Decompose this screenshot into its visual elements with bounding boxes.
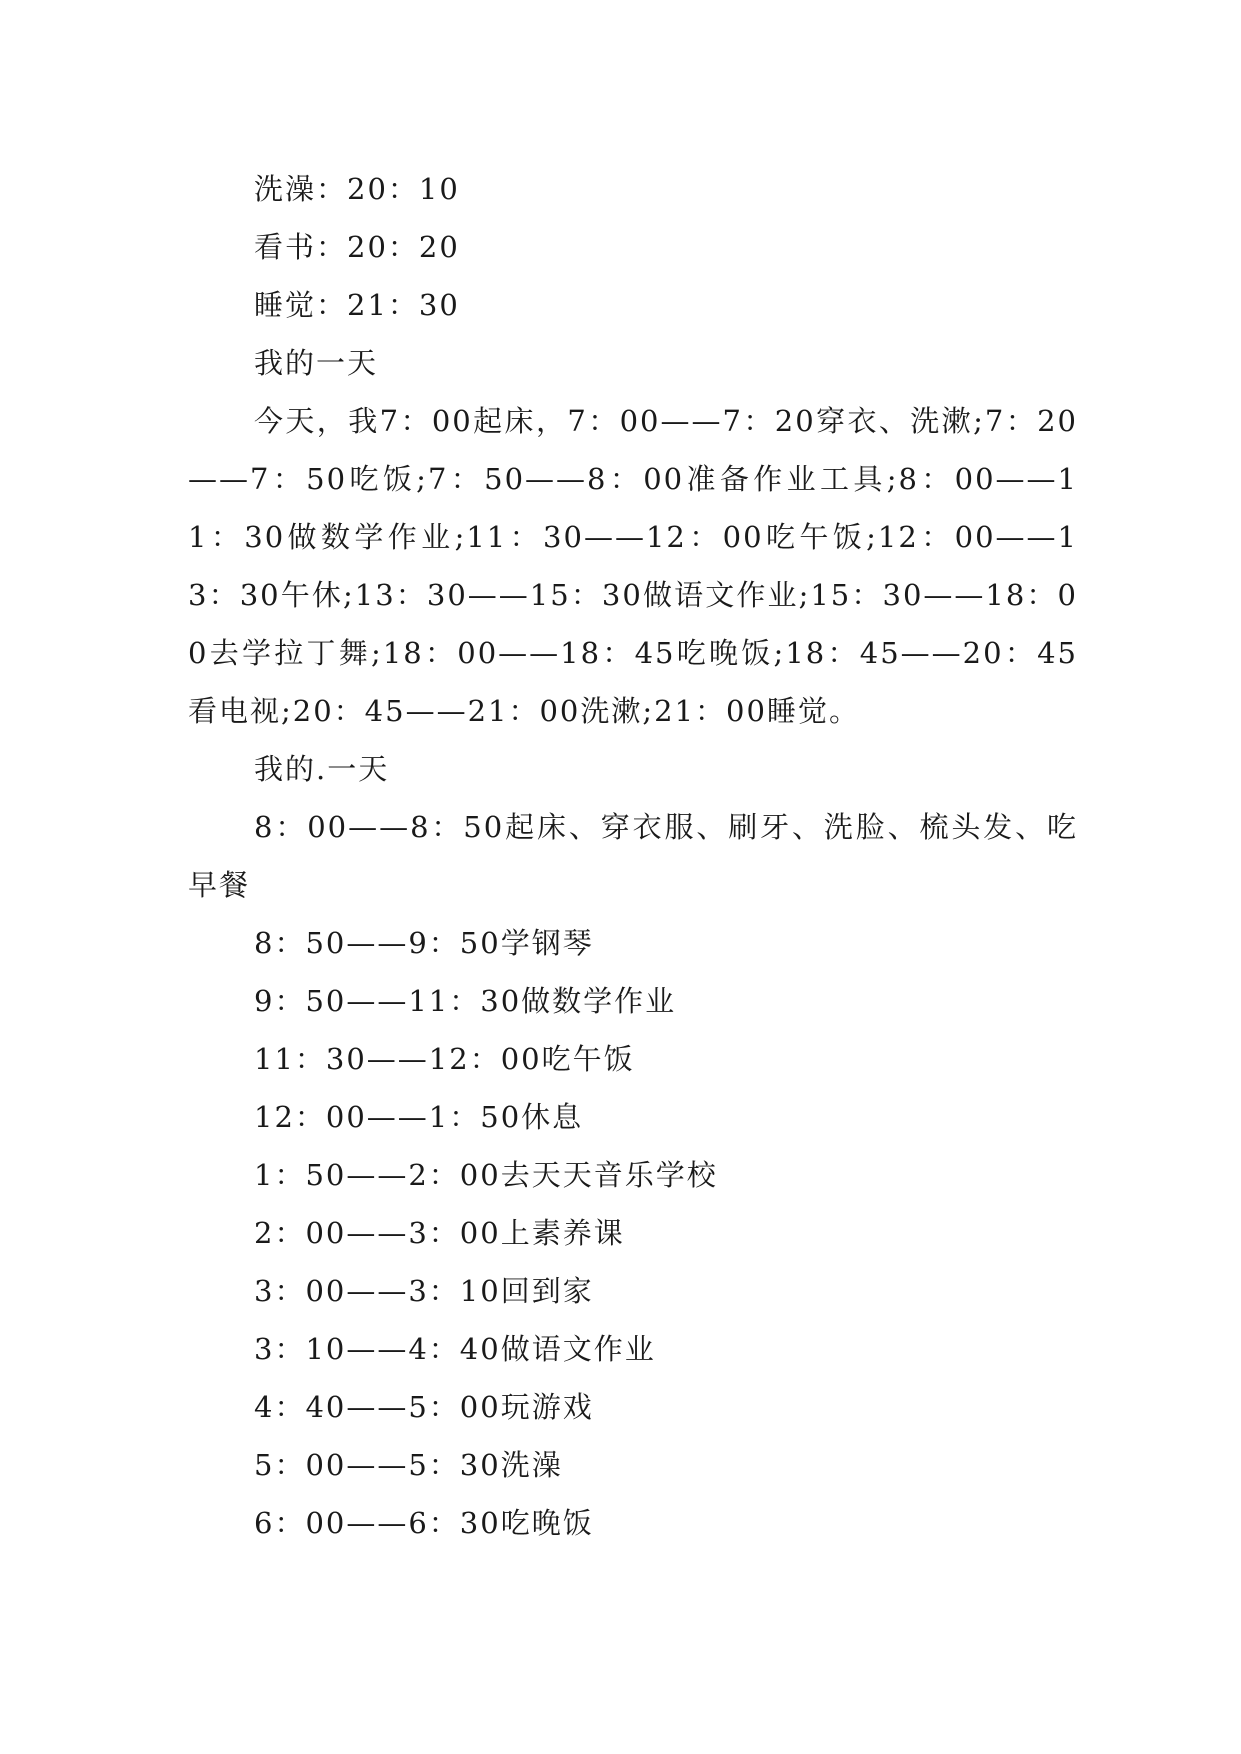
schedule-line-reading: 看书：20：20 bbox=[254, 230, 460, 264]
schedule-item: 8：00——8：50起床、穿衣服、刷牙、洗脸、梳头发、吃早餐 bbox=[188, 810, 1078, 902]
schedule-item: 4：40——5：00玩游戏 bbox=[254, 1390, 594, 1424]
schedule-line-bath: 洗澡：20：10 bbox=[254, 172, 460, 206]
schedule-item: 5：00——5：30洗澡 bbox=[254, 1448, 563, 1482]
document-body bbox=[188, 160, 1078, 1552]
schedule-item: 3：00——3：10回到家 bbox=[254, 1274, 594, 1308]
section-title-my-day-2: 我的.一天 bbox=[254, 752, 390, 786]
schedule-item: 6：00——6：30吃晚饭 bbox=[254, 1506, 594, 1540]
section-title-my-day: 我的一天 bbox=[254, 346, 379, 380]
schedule-item: 9：50——11：30做数学作业 bbox=[254, 984, 677, 1018]
schedule-item: 1：50——2：00去天天音乐学校 bbox=[254, 1158, 718, 1192]
schedule-item: 2：00——3：00上素养课 bbox=[254, 1216, 625, 1250]
schedule-item: 11：30——12：00吃午饭 bbox=[254, 1042, 635, 1076]
schedule-item: 8：50——9：50学钢琴 bbox=[254, 926, 594, 960]
essay-paragraph: 今天，我7：00起床，7：00——7：20穿衣、洗漱;7：20——7：50吃饭;7：50——8：00准备作业工具;8：00——11：30做数学作业;11：30——12：00吃午饭;12：00——13：30午休;13：30——15：30做语文作业;15：30——18：00去学拉丁舞;18：00——18：45吃晚饭;18：45——20：45看电视;20：45——21：00洗漱;21：00睡觉。 bbox=[188, 404, 1078, 728]
schedule-item: 3：10——4：40做语文作业 bbox=[254, 1332, 656, 1366]
schedule-line-sleep: 睡觉：21：30 bbox=[254, 288, 460, 322]
schedule-item: 12：00——1：50休息 bbox=[254, 1100, 584, 1134]
